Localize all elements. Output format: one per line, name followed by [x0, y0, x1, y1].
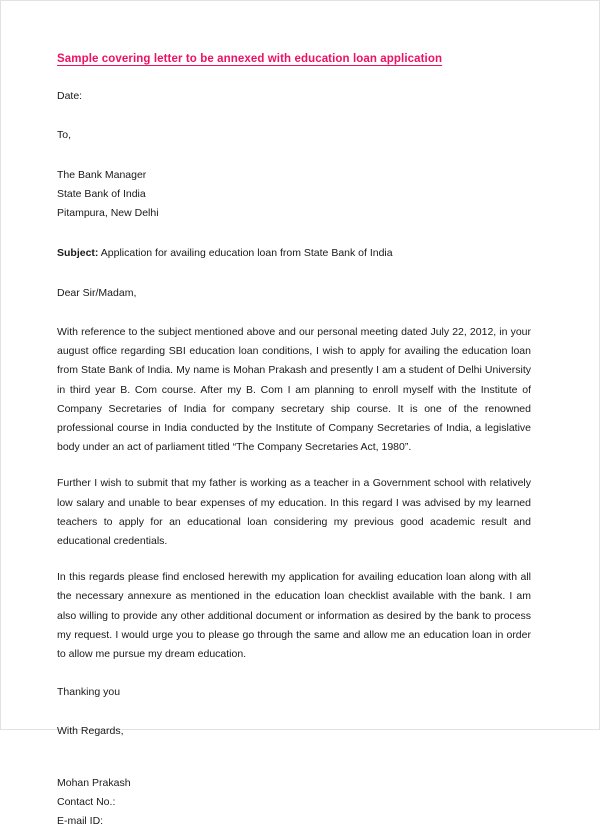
page-title: Sample covering letter to be annexed with education loan application: [57, 53, 443, 65]
spacer-paragraph-1: [57, 457, 531, 474]
thanking-line: Thanking you: [57, 686, 121, 699]
spacer-after-salutation: [57, 303, 531, 323]
salutation: Dear Sir/Madam,: [57, 287, 137, 299]
spacer-before-thanking: [57, 664, 531, 683]
spacer-before-regards: [57, 702, 531, 722]
signature-email: E-mail ID:: [57, 815, 104, 828]
signature-contact: Contact No.:: [57, 796, 116, 809]
recipient-line-3: Pitampura, New Delhi: [57, 207, 159, 219]
document-title-wrap: [57, 1, 531, 67]
subject-line: [57, 244, 531, 263]
recipient-line-2: State Bank of India: [57, 188, 146, 200]
spacer-paragraph-2: [57, 551, 531, 568]
spacer-after-date: [57, 106, 531, 126]
date-line: Date:: [57, 90, 83, 102]
to-line: To,: [57, 129, 72, 141]
body-paragraph-2: Further I wish to submit that my father is working as a teacher in a Government school with relatively low salary and unable to bear expenses of my education. In this regard I was advised by my learned teachers to apply for an educational loan considering my previous good academic result and educational credentials.: [57, 477, 531, 548]
signature-block: [57, 774, 531, 831]
spacer-after-subject: [57, 263, 531, 284]
spacer-after-title: [57, 67, 531, 87]
regards-line: With Regards,: [57, 725, 124, 738]
signature-name: Mohan Prakash: [57, 777, 131, 790]
spacer-after-address: [57, 223, 531, 244]
body-paragraph-3: In this regards please find enclosed herewith my application for availing education loan along with all the necessary annexure as mentioned in the education loan checklist available with the bank. I am also willing to provide any other additional document or information as desired by the bank to process my request. I would urge you to please go through the same and allow me an education loan in order to allow me pursue my dream education.: [57, 571, 531, 661]
letter-body: [57, 1, 531, 831]
body-paragraph-1: With reference to the subject mentioned above and our personal meeting dated July 22, 2012, in your august office regarding SBI education loan conditions, I wish to apply for availing the education loan from State Bank of India. My name is Mohan Prakash and presently I am a student of Delhi University in third year B. Com course. After my B. Com I am planning to enroll myself with the Institute of Company Secretaries of India for company secretary ship course. It is one of the renowned professional course in India conducted by the Institute of Company Secretaries of India, a legislative body under an act of parliament titled “The Company Secretaries Act, 1980”.: [57, 326, 531, 454]
recipient-address: [57, 166, 531, 223]
spacer-before-signature: [57, 741, 531, 774]
subject-text: Application for availing education loan from State Bank of India: [98, 247, 393, 259]
spacer-after-to: [57, 145, 531, 166]
subject-label: Subject:: [57, 247, 99, 259]
recipient-line-1: The Bank Manager: [57, 169, 147, 181]
